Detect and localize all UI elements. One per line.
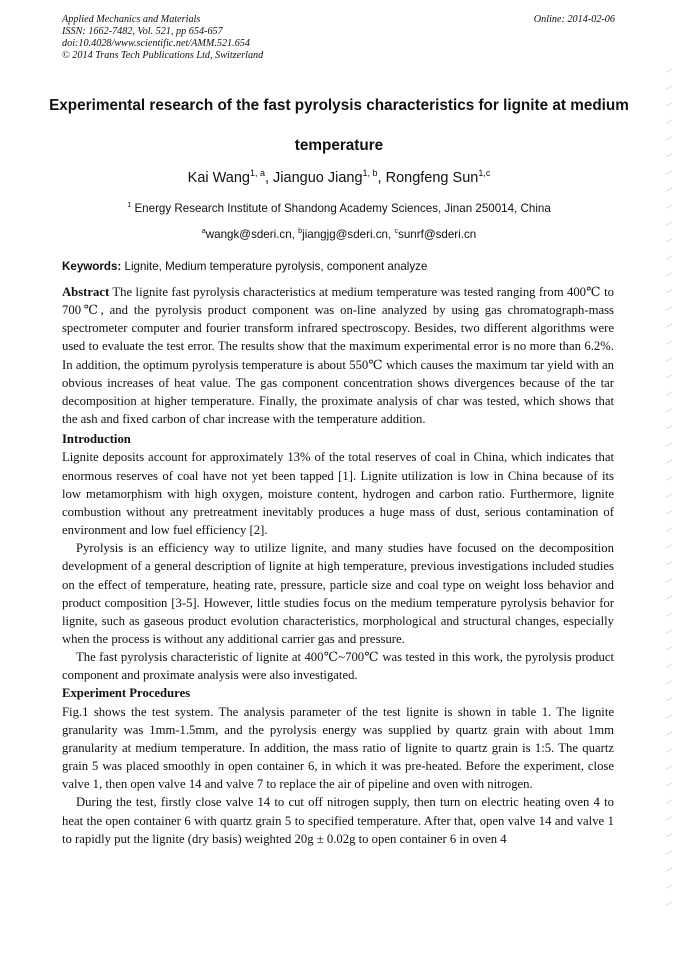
email-link[interactable]: wangk@sderi.cn [205,228,292,241]
journal-header [62,14,263,62]
paragraph: Fig.1 shows the test system. The analysis parameter of the test lignite is shown in table 1. The lignite granularity was 1mm-1.5mm, and the pyrolysis energy was supplied by quartz grain with about 1mm granularity at medium temperature. In addition, the mass ratio of lignite to quartz grain is 1:5. The quartz grain 5 was placed smoothly in open container 6, in which it was pre-heated. Before the experiment, close valve 1, then open valve 14 and valve 7 to replace the air of pipeline and oven with nitrogen. [62,704,614,792]
author-name: Jianguo Jiang [273,170,363,186]
keywords [62,259,427,274]
affiliation-text: Energy Research Institute of Shandong Academy Sciences, Jinan 250014, China [134,202,551,215]
author-list: Kai Wang$^{1, a}$, Jianguo Jiang$^{1, b}$, Rongfeng Sun$^{1,c}$ [187,168,491,186]
abstract-label: Abstract [62,285,110,299]
email-link[interactable]: jiangjg@sderi.cn [302,228,389,241]
paragraph: Pyrolysis is an efficiency way to utilize lignite, and many studies have focused on the decomposition development of a general description of lignite at high temperature, previous investigations included studies on the effect of temperature, heating rate, pressure, particle size and coal type on weight loss behavior and product composition [3-5]. However, little studies focus on the medium temperature pyrolysis behavior for lignite, such as gaseous product evolution characteristics, morphological and structural changes, especially when the process is without any additional carrier gas and pressure. [62,541,614,646]
download-watermark-strip [666,70,676,890]
copyright-line: © 2014 Trans Tech Publications Ltd, Switzerland [62,50,264,61]
paper-body [62,283,614,848]
paragraph: The fast pyrolysis characteristic of lignite at 400℃~700℃ was tested in this work, the pyrolysis product component and proximate analysis were also investigated. [62,650,614,683]
paragraph: Lignite deposits account for approximately 13% of the total reserves of coal in China, which indicates that enormous reserves of coal have not yet been tapped [1]. Lignite utilization is low in China because of its low metamorphism with high oxygen, moisture content, hydrogen and carbon ratio. Furthermore, lignite combustion without any pretreatment inevitably produces a huge mass of dust, serious contamination of environment and low fuel efficiency [2]. [62,450,614,538]
section-heading-experiment: Experiment Procedures [62,686,191,701]
section-heading-introduction: Introduction [62,432,131,447]
keywords-text: Lignite, Medium temperature pyrolysis, component analyze [124,260,428,273]
author-affil-mark: 1,c [478,168,491,179]
author-emails: $^a$wangk@sderi.cn, $^b$jiangjg@sderi.cn, $^c$sunrf@sderi.cn [201,226,477,241]
affiliation-mark: 1 [127,200,132,210]
online-date: Online: 2014-02-06 [533,14,615,25]
journal-name: Applied Mechanics and Materials [62,14,201,25]
affiliation [0,201,678,216]
abstract [62,283,614,428]
email-link[interactable]: sunrf@sderi.cn [398,228,477,241]
email-mark: a [201,226,206,236]
keywords-label: Keywords: [62,260,122,273]
paper-title: Experimental research of the fast pyrolysis characteristics for lignite at medium temperature [49,97,629,154]
issn-line: ISSN: 1662-7482, Vol. 521, pp 654-657 [62,26,223,37]
author-name: Rongfeng Sun [385,170,479,186]
author-name: Kai Wang [187,170,250,186]
author-affil-mark: 1, b [362,168,378,179]
email-mark: b [298,226,303,236]
doi-line[interactable]: doi:10.4028/www.scientific.net/AMM.521.654 [62,38,250,49]
paragraph: During the test, firstly close valve 14 to cut off nitrogen supply, then turn on electric heating oven 4 to heat the open container 6 with quartz grain 5 to specified temperature. After that, open valve 14 and valve 1 to rapidly put the lignite (dry basis) weighted 20g ± 0.02g to open container 6 in oven 4 [62,795,614,846]
email-mark: c [394,226,399,236]
abstract-text: The lignite fast pyrolysis characteristics at medium temperature was tested ranging from 400℃ to 700℃, and the pyrolysis product component was on-line analyzed by using gas chromatograph-mass spectrometer computer and fourier transform infrared spectroscopy. Besides, two different algorithms were used to evaluate the test error. The results show that the maximum experimental error is no more than 6.2%. In addition, the optimum pyrolysis temperature is about 550℃ which causes the maximum tar yield with an obvious increases of heat value. The gas component concentration shows divergences because of the tar decomposition at higher temperature. Finally, the proximate analysis of char was tested, which shows that the ash and fixed carbon of char increase with the temperature addition. [62,285,614,427]
author-affil-mark: 1, a [249,168,265,179]
